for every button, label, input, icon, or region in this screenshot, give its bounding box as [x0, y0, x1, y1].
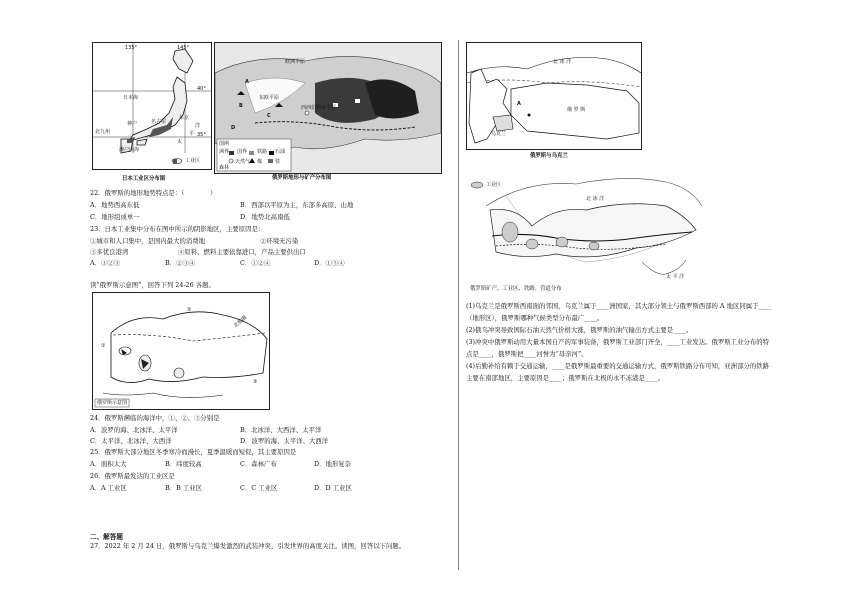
- q24-option-c[interactable]: C．太平洋、北冰洋、大西洋: [90, 437, 172, 445]
- section-2-heading: 二、解答题: [90, 533, 123, 541]
- q23-option-c[interactable]: C．①②④: [240, 259, 271, 267]
- q23-item-1: ①城市和人口集中，是国内最大的消费地: [90, 237, 206, 245]
- q24-option-b[interactable]: B．北冰洋、大西洋、太平洋: [240, 426, 322, 434]
- column-divider: [458, 40, 459, 570]
- q26-option-b[interactable]: B．B 工业区: [165, 484, 202, 492]
- q23-stem: 23．日本工业集中分布在图中所示的阴影地区，主要原因是：: [90, 225, 265, 233]
- lat-40-label: 40°: [197, 86, 206, 92]
- pacific-ping-label: 平: [189, 131, 195, 137]
- q26-option-d[interactable]: D．D 工业区: [314, 484, 352, 492]
- industry-legend-label: 工业区: [486, 182, 502, 188]
- region-a-marker: A: [517, 101, 521, 107]
- russia-label: 俄 罗 斯: [567, 107, 586, 113]
- q25-stem: 25．俄罗斯大部分地区冬季寒冷而漫长，夏季温暖而短促，其主要原因是: [90, 448, 297, 456]
- pacific-tai-label: 太: [177, 139, 183, 145]
- region-c-label: C: [267, 113, 271, 119]
- legend-forest: 森林: [219, 165, 230, 171]
- q24-option-a[interactable]: A．波罗的海、北冰洋、太平洋: [90, 426, 178, 434]
- legend-continent-boundary: 洲界: [219, 149, 230, 155]
- sea-marker-2: ②: [187, 307, 192, 313]
- sea-japan-label: 日本海: [123, 95, 139, 101]
- russia-terrain-caption: 俄罗斯地形与矿产分布图: [272, 175, 332, 181]
- q27-part1: (1)乌克兰是俄罗斯西南面的邻国，乌克兰属于____洲国家，其大部分领土与俄罗斯西部的 A 地区同属于____: [466, 302, 772, 310]
- lat-35-label: 35°: [197, 132, 206, 138]
- legend-railway: 铁路: [257, 149, 268, 155]
- q23-option-b[interactable]: B．②③④: [165, 259, 196, 267]
- region-a-label: A: [245, 79, 249, 85]
- q22-stem: 22．俄罗斯的地形地势特点是：（ ）: [90, 189, 217, 197]
- japan-map-graphic: [93, 43, 211, 169]
- lon-135-label: 135°: [125, 45, 138, 51]
- legend-country-boundary: 国界: [237, 149, 248, 155]
- q22-option-a[interactable]: A．地势西高东低: [90, 201, 140, 209]
- q27-part1-cont: （地形区），俄罗斯哪种气候类型分布最广____。: [466, 314, 604, 322]
- region-b-label: B: [239, 103, 243, 109]
- q22-option-b[interactable]: B．西部以平原为主，东部多高原、山地: [240, 201, 354, 209]
- sea-marker-3: ③: [253, 379, 258, 385]
- russia-industry-map: [466, 166, 706, 292]
- q26-stem: 26．俄罗斯最发达的工业区是: [90, 472, 175, 480]
- russia-ukraine-caption: 俄罗斯与乌克兰: [530, 153, 568, 159]
- sea-marker-1: ①: [101, 343, 106, 349]
- legend-gas: 天然气: [235, 159, 251, 165]
- region-d-label: D: [231, 125, 236, 131]
- japan-legend-label: 工业区: [185, 158, 201, 164]
- russia-terrain-resources-map: [214, 42, 442, 174]
- q27-part4-cont: 主要在南部地区，主要原因是____；俄罗斯在北极的永不冻港是____。: [466, 374, 665, 382]
- q25-option-a[interactable]: A．面积太大: [90, 460, 127, 468]
- inland-sea-label: 濑户内海: [119, 147, 140, 153]
- pacific-yang-label: 洋: [195, 123, 201, 129]
- kitakyushu-label: 北九州: [95, 129, 111, 135]
- russia-industry-caption: 俄罗斯矿产、工业区、铁路、管道分布: [470, 286, 562, 292]
- tokyo-label: 东京: [179, 115, 190, 121]
- q26-option-a[interactable]: A．A 工业区: [90, 484, 127, 492]
- q23-item-4: ④原料、燃料主要依靠进口，产品主要供出口: [178, 248, 306, 256]
- q25-option-b[interactable]: B．纬度较高: [165, 460, 202, 468]
- q23-option-d[interactable]: D．①③④: [314, 259, 345, 267]
- east-european-plain-label: 东欧平原: [259, 95, 280, 101]
- q27-part3: (3)冲突中俄罗斯动用大量本国自产的军事装备，俄罗斯工业部门齐全，____工业发达。俄罗斯工业分布的特: [466, 338, 770, 346]
- q25-option-d[interactable]: D．地形复杂: [314, 460, 352, 468]
- arctic-ocean-label: 北 冰 洋: [553, 59, 572, 65]
- q27-part2: (2)俄乌冲突导致国际石油天然气价格大涨，俄罗斯的油气输出方式主要是____。: [466, 326, 693, 334]
- q24-option-d[interactable]: D．波罗的海、太平洋、大西洋: [240, 437, 329, 445]
- q27-stem: 27．2022 年 2 月 24 日，俄罗斯与乌克兰爆发激烈的武装冲突，引发世界的高度关注。读图，回答以下问题。: [90, 542, 406, 550]
- intro-24-26: 读“俄罗斯示意图”，回答下列 24-26 各题。: [90, 281, 215, 289]
- industry-pacific-label: 太 平 洋: [666, 274, 685, 280]
- russia-sketch-map: [92, 292, 270, 410]
- ukraine-label: 乌克兰: [491, 131, 507, 137]
- arctic-circle-label: 北极圈: [232, 314, 249, 330]
- lon-145-label: 145°: [177, 45, 190, 51]
- industry-arctic-label: 北 冰 洋: [586, 196, 605, 202]
- q25-option-c[interactable]: C．森林广布: [240, 460, 277, 468]
- russia-sketch-graphic: [93, 293, 269, 409]
- russia-ukraine-map: [466, 42, 642, 150]
- q22-option-c[interactable]: C．地形组成单一: [90, 213, 140, 221]
- q27-part4: (4)后勤补给有赖于交通运输，____是俄罗斯最重要的交通运输方式，俄罗斯铁路分布可知，亚洲部分的铁路: [466, 362, 770, 370]
- nagoya-label: 名古屋: [151, 119, 167, 125]
- west-siberian-plain-label: 西西伯利亚平原: [301, 105, 337, 111]
- japan-industry-map: [92, 42, 212, 170]
- japan-map-caption: 日本工业区分布图: [122, 176, 166, 182]
- q23-option-a[interactable]: A．①②③: [90, 259, 121, 267]
- q22-option-d[interactable]: D．地势北高南低: [240, 213, 290, 221]
- q26-option-c[interactable]: C．C 工业区: [240, 484, 278, 492]
- q23-item-2: ②环境无污染: [260, 237, 299, 245]
- q23-item-3: ③多优良港湾: [90, 248, 129, 256]
- q24-stem: 24．俄罗斯濒临的海洋中，①、②、③分别是: [90, 414, 220, 422]
- legend-oil: 石油: [275, 149, 286, 155]
- kobe-label: 神户: [127, 121, 138, 127]
- russia-sketch-caption: 俄罗斯示意图: [97, 400, 128, 406]
- legend-iron: 铁: [275, 159, 281, 165]
- legend-coal: 煤: [257, 159, 263, 165]
- legend-title: 图例: [219, 141, 230, 147]
- european-plain-label: 欧洲平原: [285, 59, 306, 65]
- q27-part3-cont: 点是____，俄罗斯把____河誉为“母亲河”。: [466, 350, 588, 358]
